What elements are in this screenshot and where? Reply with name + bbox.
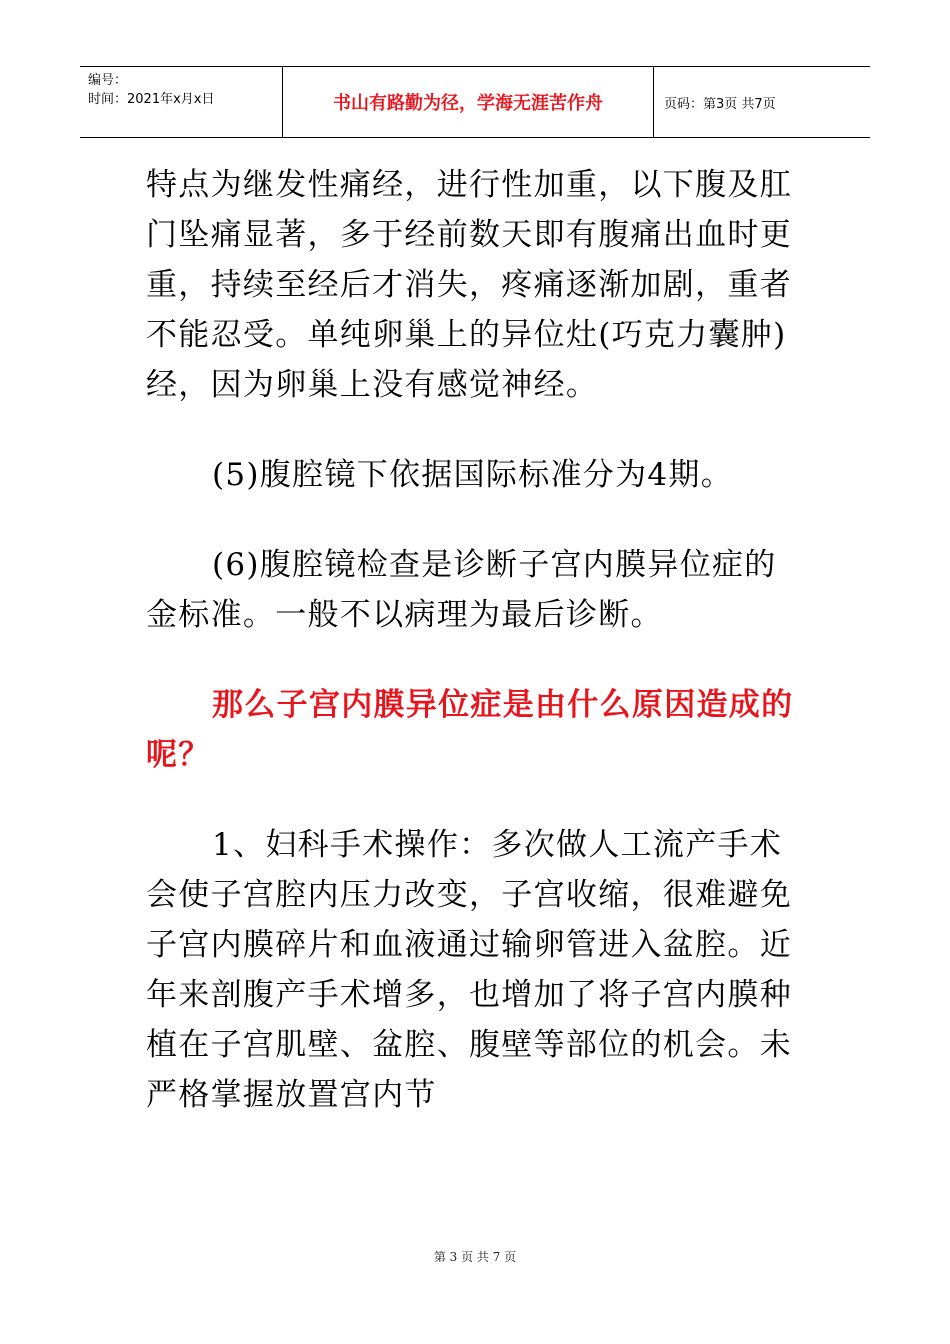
paragraph-symptom: 特点为继发性痛经，进行性加重，以下腹及肛门坠痛显著，多于经前数天即有腹痛出血时更重，持续至经后才消失，疼痛逐渐加剧，重者不能忍受。单纯卵巢上的异位灶(巧克力囊肿)经，因为卵巢上没有感觉神经。 [146, 167, 792, 403]
page-header [80, 66, 870, 138]
header-page-info: 页码：第3页 共7页 [664, 96, 776, 112]
paragraph-staging: (5)腹腔镜下依据国际标准分为4期。 [212, 457, 734, 493]
document-number-label: 编号： [88, 73, 128, 88]
header-motto: 书山有路勤为径，学海无涯苦作舟 [283, 67, 654, 137]
page-footer: 第 3 页 共 7 页 [433, 1250, 517, 1264]
document-time-label: 时间：2021年x月x日 [88, 92, 215, 107]
paragraph-diagnosis: (6)腹腔镜检查是诊断子宫内膜异位症的金标准。一般不以病理为最后诊断。 [146, 547, 777, 633]
section-heading-cause: 那么子宫内膜异位症是由什么原因造成的呢？ [146, 687, 794, 773]
document-body [146, 160, 806, 1120]
paragraph-cause-1: 1、妇科手术操作：多次做人工流产手术会使子宫腔内压力改变，子宫收缩，很难避免子宫内膜碎片和血液通过输卵管进入盆腔。近年来剖腹产手术增多，也增加了将子宫内膜种植在子宫肌壁、盆腔、腹壁等部位的机会。未严格掌握放置宫内节 [146, 827, 792, 1113]
header-meta [80, 67, 283, 137]
